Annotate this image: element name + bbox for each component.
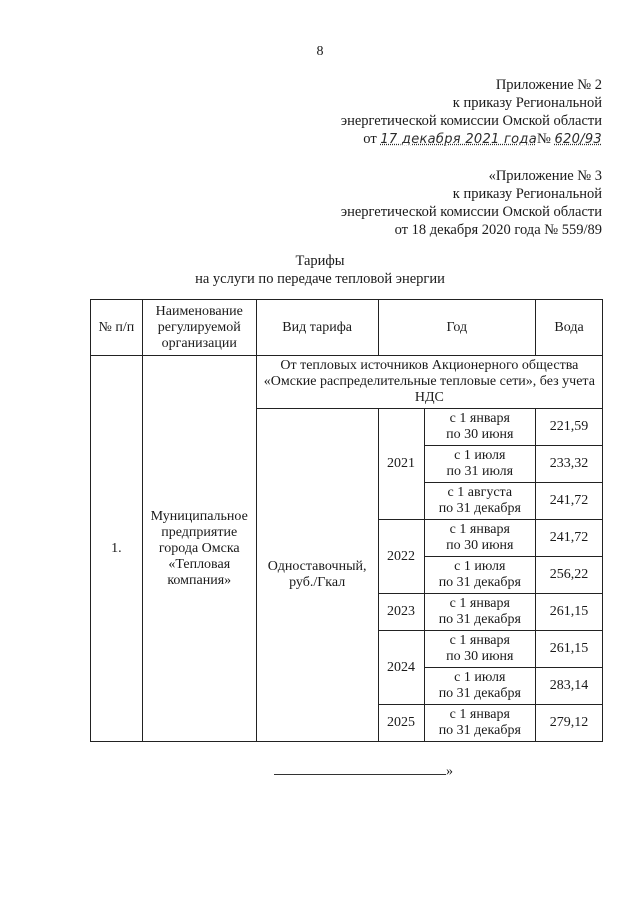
appendix-previous-header (341, 167, 602, 239)
period-start: с 1 июля (454, 448, 506, 463)
row-number: 1. (91, 356, 143, 742)
water-tariff-value: 283,14 (536, 668, 603, 705)
organization-name: Муниципальное предприятие города Омска «Тепловая компания» (142, 356, 256, 742)
appendix-prev-title: «Приложение № 3 (488, 168, 602, 184)
header-year: Год (378, 300, 536, 356)
water-tariff-value: 241,72 (536, 520, 603, 557)
period-cell (424, 705, 536, 742)
table-header-row (91, 300, 603, 356)
year-cell: 2023 (378, 594, 424, 631)
handwritten-date: 17 декабря 2021 года (380, 132, 537, 147)
period-cell (424, 446, 536, 483)
header-type: Вид тарифа (256, 300, 378, 356)
period-start: с 1 января (449, 522, 510, 537)
water-tariff-value: 221,59 (536, 409, 603, 446)
date-prefix: от (363, 131, 377, 147)
period-end: по 30 июня (446, 538, 514, 553)
period-end: по 30 июня (446, 649, 514, 664)
tariff-table (90, 299, 603, 742)
period-start: с 1 июля (454, 559, 506, 574)
period-cell (424, 594, 536, 631)
year-cell: 2025 (378, 705, 424, 742)
appendix-date-line (341, 130, 602, 149)
closing-line (274, 764, 453, 780)
year-cell: 2022 (378, 520, 424, 594)
period-cell (424, 631, 536, 668)
title-main: Тарифы (295, 253, 345, 269)
appendix-order-ref: к приказу Региональной (452, 95, 602, 111)
page-number: 8 (316, 44, 324, 59)
appendix-prev-date: от 18 декабря 2020 года № 559/89 (394, 222, 602, 238)
tariff-type: Одноставочный, руб./Гкал (256, 409, 378, 742)
appendix-prev-commission: энергетической комиссии Омской области (340, 204, 602, 220)
appendix-title: Приложение № 2 (495, 77, 602, 93)
number-sign: № (536, 131, 551, 147)
period-cell (424, 668, 536, 705)
period-end: по 31 декабря (438, 501, 521, 516)
water-tariff-value: 233,32 (536, 446, 603, 483)
period-start: с 1 января (449, 596, 510, 611)
year-cell: 2024 (378, 631, 424, 705)
water-tariff-value: 261,15 (536, 631, 603, 668)
year-cell: 2021 (378, 409, 424, 520)
header-num: № п/п (91, 300, 143, 356)
period-cell (424, 557, 536, 594)
document-title (0, 252, 640, 288)
period-start: с 1 июля (454, 670, 506, 685)
header-org: Наименование регулируемой организации (142, 300, 256, 356)
period-cell (424, 409, 536, 446)
water-tariff-value: 261,15 (536, 594, 603, 631)
period-end: по 31 декабря (438, 612, 521, 627)
period-start: с 1 января (449, 411, 510, 426)
water-tariff-value: 241,72 (536, 483, 603, 520)
water-tariff-value: 256,22 (536, 557, 603, 594)
closing-quote: » (446, 764, 453, 779)
period-start: с 1 января (449, 633, 510, 648)
period-end: по 30 июня (446, 427, 514, 442)
source-note: От тепловых источников Акционерного общества «Омские распределительные тепловые сети», без учета НДС (256, 356, 602, 409)
header-water: Вода (536, 300, 603, 356)
period-end: по 31 июля (446, 464, 514, 479)
appendix-commission: энергетической комиссии Омской области (340, 113, 602, 129)
period-end: по 31 декабря (438, 723, 521, 738)
closing-underline (274, 774, 446, 775)
period-cell (424, 483, 536, 520)
table-row (91, 356, 603, 409)
appendix-current-header (341, 76, 602, 149)
period-cell (424, 520, 536, 557)
period-start: с 1 августа (447, 485, 513, 500)
title-subtitle: на услуги по передаче тепловой энергии (195, 271, 445, 287)
period-start: с 1 января (449, 707, 510, 722)
period-end: по 31 декабря (438, 575, 521, 590)
appendix-prev-order-ref: к приказу Региональной (452, 186, 602, 202)
handwritten-number: 620/93 (554, 132, 602, 147)
water-tariff-value: 279,12 (536, 705, 603, 742)
period-end: по 31 декабря (438, 686, 521, 701)
